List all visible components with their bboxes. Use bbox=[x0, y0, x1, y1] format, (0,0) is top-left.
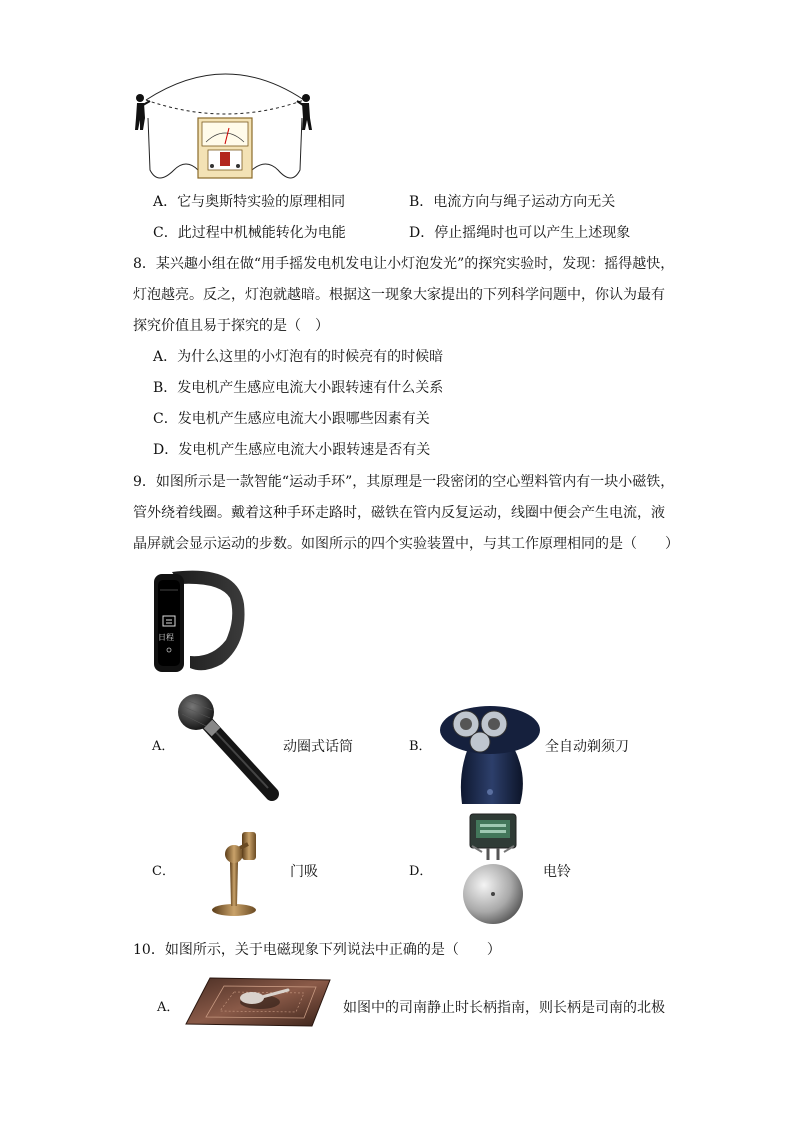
sinan-compass-image bbox=[180, 976, 340, 1028]
electric-bell-image bbox=[452, 812, 534, 926]
rope-generator-figure bbox=[128, 58, 324, 186]
q8-stem-line-1: 8．某兴趣小组在做“用手摇发电机发电让小灯泡发光”的探究实验时，发现：摇得越快， bbox=[133, 256, 675, 272]
q8-stem-line-2: 灯泡越亮。反之，灯泡就越暗。根据这一现象大家提出的下列科学问题中，你认为最有 bbox=[133, 287, 665, 303]
q10-option-a-label: 如图中的司南静止时长柄指南，则长柄是司南的北极 bbox=[343, 1000, 665, 1016]
q7-option-a: A．它与奥斯特实验的原理相同 bbox=[153, 194, 346, 210]
q9-stem-line-2: 管外绕着线圈。戴着这种手环走路时，磁铁在管内反复运动，线圈中便会产生电流，液 bbox=[133, 505, 665, 521]
q7-option-d: D．停止摇绳时也可以产生上述现象 bbox=[409, 225, 631, 241]
q8-option-c: C．发电机产生感应电流大小跟哪些因素有关 bbox=[153, 411, 430, 427]
q7-option-b: B．电流方向与绳子运动方向无关 bbox=[409, 194, 616, 210]
q9-option-a-letter: A． bbox=[152, 739, 175, 754]
q9-option-a-label: 动圈式话筒 bbox=[283, 739, 353, 755]
q9-option-c-letter: C． bbox=[152, 864, 175, 879]
q8-stem-line-3: 探究价值且易于探究的是（ ） bbox=[133, 318, 329, 334]
door-stopper-image bbox=[204, 822, 264, 918]
q9-option-c-label: 门吸 bbox=[290, 864, 318, 880]
q7-option-c: C．此过程中机械能转化为电能 bbox=[153, 225, 346, 241]
band-screen-text: 日程 bbox=[158, 633, 174, 642]
q8-option-a: A．为什么这里的小灯泡有的时候亮有的时候暗 bbox=[153, 349, 444, 365]
q10-option-a-letter: A． bbox=[157, 1000, 180, 1015]
q8-option-d: D．发电机产生感应电流大小跟转速是否有关 bbox=[153, 442, 431, 458]
microphone-image bbox=[172, 692, 282, 802]
q9-stem-line-3: 晶屏就会显示运动的步数。如图所示的四个实验装置中，与其工作原理相同的是（ ） bbox=[133, 536, 679, 552]
q9-option-d-letter: D． bbox=[409, 864, 433, 879]
q10-stem: 10．如图所示，关于电磁现象下列说法中正确的是（ ） bbox=[133, 942, 501, 958]
galvanometer-icon bbox=[198, 118, 252, 178]
q9-stem-line-1: 9．如图所示是一款智能“运动手环”，其原理是一段密闭的空心塑料管内有一块小磁铁， bbox=[133, 474, 675, 490]
shaver-image bbox=[428, 704, 540, 804]
q9-option-b-letter: B． bbox=[409, 739, 432, 754]
q9-option-b-label: 全自动剃须刀 bbox=[545, 739, 629, 755]
q9-option-d-label: 电铃 bbox=[543, 864, 571, 880]
q8-option-b: B．发电机产生感应电流大小跟转速有什么关系 bbox=[153, 380, 444, 396]
smart-band-image bbox=[150, 564, 250, 678]
person-right bbox=[297, 94, 312, 130]
